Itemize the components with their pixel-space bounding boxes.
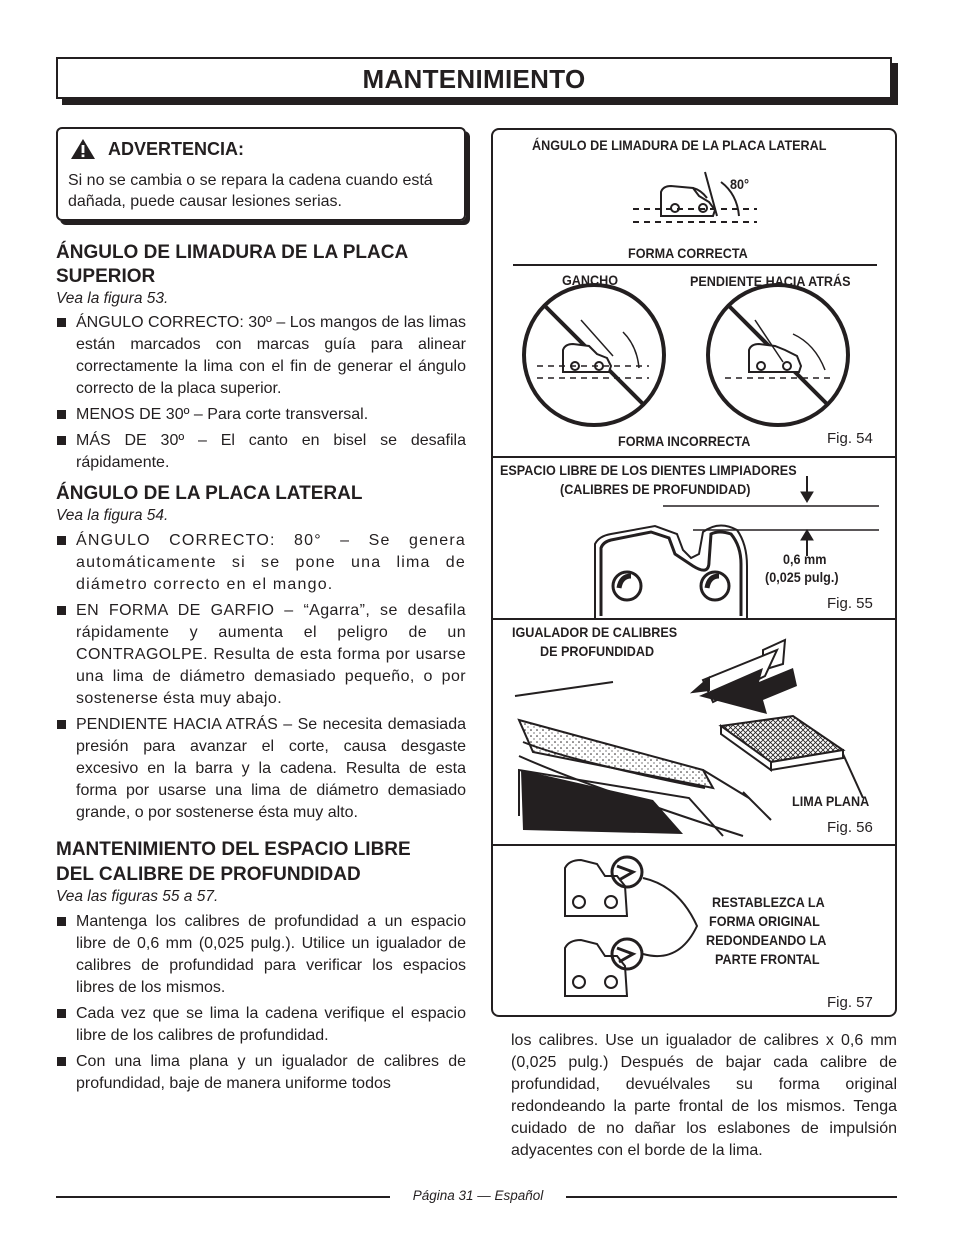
list-item: PENDIENTE HACIA ATRÁS – Se necesita demasiada presión para avanzar el corte, causa desgaste excesivo en la barra y la cadena. Resulta de esta forma por usarse una lima de diámetro demasiado grande, o por sostenerse ésta muy alto.	[56, 714, 466, 824]
reshape-depth-gauge-diagram	[493, 846, 895, 1017]
figure-54	[493, 130, 895, 458]
figure-reference: Vea la figura 54.	[56, 507, 169, 524]
figure-55	[493, 458, 895, 620]
figure-reference: Vea las figuras 55 a 57.	[56, 888, 219, 905]
warning-title: ADVERTENCIA:	[108, 138, 245, 159]
figure-label: Fig. 56	[827, 819, 873, 836]
figure-label: Fig. 54	[827, 430, 873, 447]
list-item: MÁS DE 30º – El canto en bisel se desafila rápidamente.	[56, 430, 466, 474]
instruction-line: RESTABLEZCA LA	[712, 894, 825, 910]
figure-reference: Vea la figura 53.	[56, 290, 169, 307]
figure-title: IGUALADOR DE CALIBRES	[512, 624, 678, 640]
left-column	[56, 127, 466, 1095]
footer-rule-right	[566, 1196, 897, 1198]
hook-prohibited-illustration	[524, 285, 664, 425]
page-footer: Página 31 — Español	[412, 1188, 544, 1203]
instruction-line: FORMA ORIGINAL	[709, 913, 820, 929]
figure-title: ESPACIO LIBRE DE LOS DIENTES LIMPIADORES	[500, 462, 797, 478]
warning-heading	[70, 138, 454, 160]
list-item: MENOS DE 30º – Para corte transversal.	[56, 404, 466, 426]
figure-title: ÁNGULO DE LIMADURA DE LA PLACA LATERAL	[532, 137, 827, 153]
figure-label: Fig. 57	[827, 994, 873, 1011]
warning-icon	[70, 138, 96, 160]
list-item: Cada vez que se lima la cadena verifique el espacio libre de los calibres de profundidad.	[56, 1003, 466, 1047]
side-plate-angle-diagram	[493, 130, 895, 456]
section-heading-side-plate: ÁNGULO DE LA PLACA LATERAL	[56, 483, 363, 504]
page-title: MANTENIMIENTO	[362, 64, 586, 94]
clearance-measure-inches: (0,025 pulg.)	[765, 569, 839, 585]
angle-label: 80°	[730, 176, 750, 192]
section-header	[56, 57, 892, 99]
figure-title: (CALIBRES DE PROFUNDIDAD)	[560, 481, 751, 497]
backslope-prohibited-illustration	[708, 285, 848, 425]
section-heading-depth-gauge: MANTENIMIENTO DEL ESPACIO LIBRE DEL CALIBRE DE PROFUNDIDAD	[56, 839, 411, 885]
continued-paragraph: los calibres. Use un igualador de calibres x 0,6 mm (0,025 pulg.) Después de bajar cada calibre de profundidad, devuélvales su forma original redondeando la parte frontal de los mismos. Tenga cuidado de no dañar los eslabones de impulsión adyacentes con el borde de la lima.	[511, 1032, 897, 1159]
instruction-line: REDONDEANDO LA	[706, 932, 827, 948]
section-heading-top-plate: ÁNGULO DE LIMADURA DE LA PLACA SUPERIOR	[56, 242, 408, 287]
figure-label: Fig. 55	[827, 595, 873, 612]
list-item: Mantenga los calibres de profundidad a un espacio libre de 0,6 mm (0,025 pulg.). Utilice un igualador de calibres de profundidad para verificar los espacios libres de los mismos.	[56, 911, 466, 999]
list-item: ÁNGULO CORRECTO: 30º – Los mangos de las limas están marcados con marcas guía para alinear correctamente la lima con el fin de generar el ángulo correcto de la placa superior.	[56, 312, 466, 400]
bullet-list	[56, 312, 466, 474]
list-item: ÁNGULO CORRECTO: 80° – Se genera automáticamente si se pone una lima de diámetro correcto en el mango.	[56, 530, 466, 596]
warning-box	[56, 127, 466, 221]
hook-label: GANCHO	[562, 272, 619, 288]
clearance-measure: 0,6 mm	[783, 551, 827, 567]
figure-56	[493, 620, 895, 846]
incorrect-form-label: FORMA INCORRECTA	[618, 433, 751, 449]
figure-title: DE PROFUNDIDAD	[540, 643, 655, 659]
figure-57	[493, 846, 895, 1017]
backslope-label: PENDIENTE HACIA ATRÁS	[690, 273, 851, 289]
list-item: EN FORMA DE GARFIO – “Agarra”, se desafila rápidamente y aumenta el peligro de un CONTRAGOLPE. Resulta de esta forma por usarse una lima de diámetro demasiado pequeño, o por sostenerse ésta muy abajo.	[56, 600, 466, 710]
bullet-list	[56, 530, 466, 824]
instruction-line: PARTE FRONTAL	[715, 951, 820, 967]
warning-text: Si no se cambia o se repara la cadena cuando está dañada, puede causar lesiones serias.	[68, 172, 433, 210]
correct-form-label: FORMA CORRECTA	[628, 245, 748, 261]
footer-rule-left	[56, 1196, 390, 1198]
list-item: Con una lima plana y un igualador de calibres de profundidad, baje de manera uniforme todos	[56, 1051, 466, 1095]
figures-panel	[491, 128, 897, 1017]
bullet-list	[56, 911, 466, 1095]
flat-file-label: LIMA PLANA	[792, 793, 870, 809]
